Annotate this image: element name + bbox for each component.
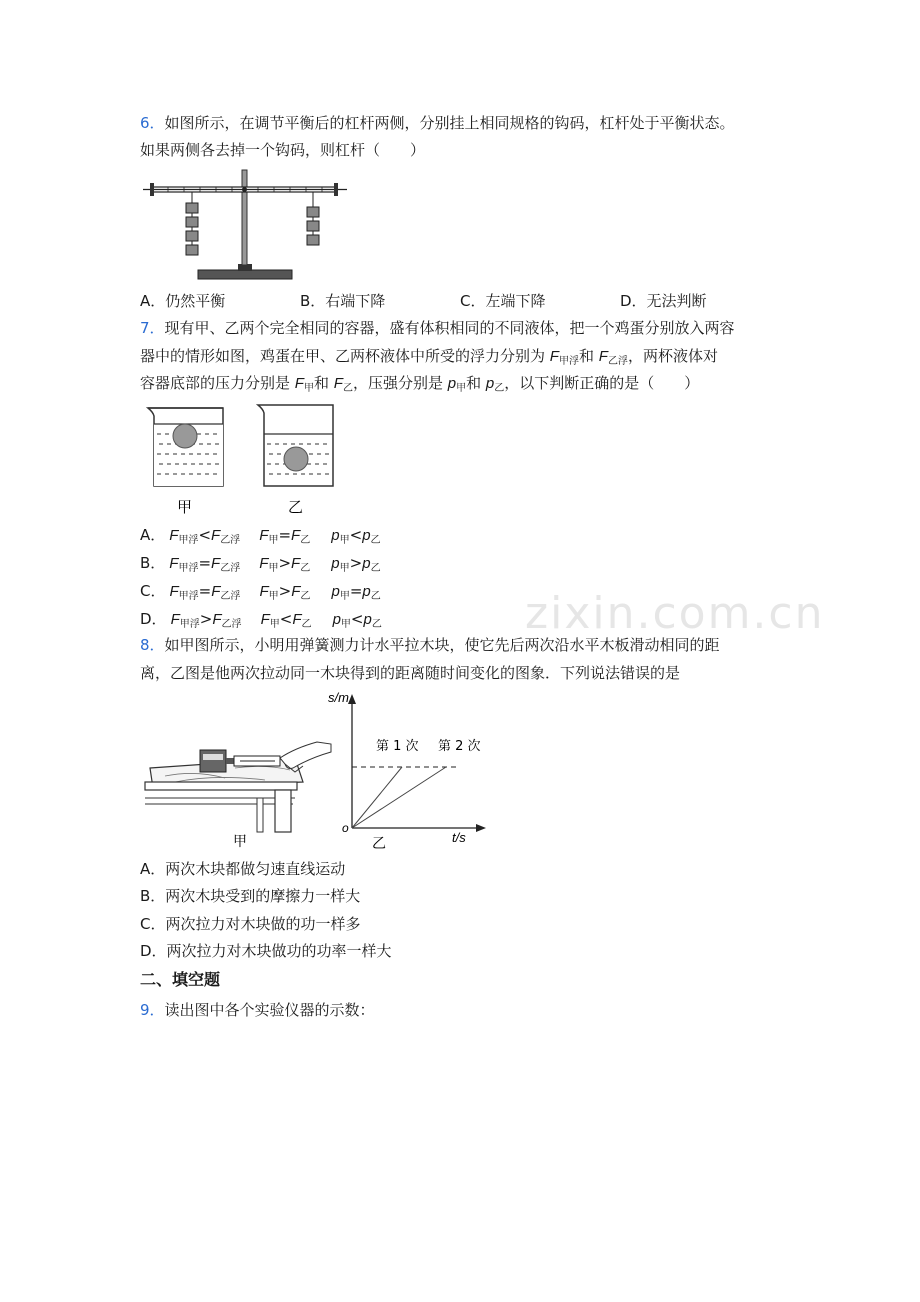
symbol-F: F bbox=[598, 348, 608, 365]
relation: > bbox=[278, 554, 292, 572]
graph-label-yi: 乙 bbox=[372, 836, 386, 852]
subscript: 乙浮 bbox=[220, 535, 241, 546]
subscript: 甲 bbox=[339, 563, 350, 574]
symbol-F: F bbox=[259, 583, 269, 600]
q7-text2c: ，两杯液体对 bbox=[627, 347, 718, 365]
q6-option-d[interactable]: D．无法判断 bbox=[620, 292, 707, 310]
symbol-F: F bbox=[291, 583, 301, 600]
symbol-p: p bbox=[362, 583, 371, 600]
subscript: 乙浮 bbox=[221, 619, 242, 630]
q7-line1 bbox=[140, 317, 735, 339]
graph-origin: o bbox=[342, 821, 349, 835]
subscript: 乙 bbox=[370, 591, 381, 602]
q8-option-c[interactable]: C．两次拉力对木块做的功一样多 bbox=[140, 915, 361, 933]
relation: = bbox=[278, 526, 292, 544]
q7-number: 7． bbox=[140, 319, 165, 337]
subscript: 甲 bbox=[340, 619, 351, 630]
subscript: 乙浮 bbox=[220, 563, 241, 574]
symbol-F: F bbox=[170, 611, 180, 628]
q9-line bbox=[140, 999, 375, 1021]
relation: = bbox=[198, 582, 212, 600]
symbol-F: F bbox=[211, 583, 221, 600]
q6-text1: 如图所示，在调节平衡后的杠杆两侧，分别挂上相同规格的钩码，杠杆处于平衡状态。 bbox=[164, 114, 735, 132]
symbol-F: F bbox=[169, 527, 179, 544]
lever-figure bbox=[140, 165, 350, 285]
q7-text2b: 和 bbox=[578, 347, 594, 365]
subscript: 乙 bbox=[494, 383, 505, 394]
subscript: 乙 bbox=[300, 563, 311, 574]
subscript: 甲 bbox=[268, 535, 279, 546]
subscript: 甲 bbox=[339, 535, 350, 546]
relation: < bbox=[198, 526, 212, 544]
subscript: 乙 bbox=[301, 619, 312, 630]
q8-text1: 如甲图所示，小明用弹簧测力计水平拉木块，使它先后两次沿水平木板滑动相同的距 bbox=[164, 636, 720, 654]
graph-y-label: s/m bbox=[328, 690, 349, 705]
q6-option-c[interactable]: C．左端下降 bbox=[460, 292, 546, 310]
beaker-label-yi: 乙 bbox=[288, 498, 304, 516]
q7-option-a[interactable] bbox=[140, 524, 381, 552]
q8-option-d[interactable]: D．两次拉力对木块做功的功率一样大 bbox=[140, 942, 392, 960]
symbol-F: F bbox=[291, 555, 301, 572]
symbol-p: p bbox=[362, 527, 371, 544]
watermark: zixin.com.cn bbox=[525, 588, 825, 639]
relation: < bbox=[279, 610, 293, 628]
symbol-F: F bbox=[169, 555, 179, 572]
symbol-F: F bbox=[260, 611, 270, 628]
st-graph bbox=[328, 690, 490, 852]
relation: > bbox=[278, 582, 292, 600]
q7-line2 bbox=[140, 345, 718, 373]
table-figure-label-jia: 甲 bbox=[233, 834, 247, 850]
symbol-p: p bbox=[447, 375, 457, 392]
q8-option-b[interactable]: B．两次木块受到的摩擦力一样大 bbox=[140, 887, 361, 905]
option-letter: D． bbox=[140, 610, 167, 628]
relation: = bbox=[349, 582, 363, 600]
subscript: 甲 bbox=[456, 383, 467, 394]
symbol-p: p bbox=[331, 555, 340, 572]
subscript: 甲 bbox=[339, 591, 350, 602]
symbol-F: F bbox=[212, 611, 222, 628]
table-figure bbox=[145, 740, 335, 850]
symbol-F: F bbox=[549, 348, 559, 365]
q6-option-b[interactable]: B．右端下降 bbox=[300, 292, 386, 310]
relation: > bbox=[349, 554, 363, 572]
subscript: 乙 bbox=[342, 383, 353, 394]
q6-option-a[interactable]: A．仍然平衡 bbox=[140, 292, 226, 310]
q9-number: 9． bbox=[140, 1001, 165, 1019]
subscript: 乙 bbox=[300, 591, 311, 602]
symbol-F: F bbox=[291, 527, 301, 544]
q9-text: 读出图中各个实验仪器的示数： bbox=[164, 1001, 375, 1019]
option-letter: A． bbox=[140, 526, 166, 544]
subscript: 甲浮 bbox=[178, 591, 199, 602]
q7-option-d[interactable] bbox=[140, 608, 382, 636]
symbol-p: p bbox=[332, 611, 341, 628]
subscript: 甲浮 bbox=[178, 535, 199, 546]
symbol-F: F bbox=[294, 375, 304, 392]
subscript: 乙 bbox=[300, 535, 311, 546]
q8-option-a[interactable]: A．两次木块都做匀速直线运动 bbox=[140, 860, 346, 878]
symbol-p: p bbox=[363, 611, 372, 628]
symbol-F: F bbox=[211, 555, 221, 572]
symbol-F: F bbox=[259, 527, 269, 544]
q7-text3d: 和 bbox=[466, 374, 482, 392]
subscript: 甲浮 bbox=[558, 356, 579, 367]
q7-text3c: ，压强分别是 bbox=[352, 374, 443, 392]
symbol-F: F bbox=[211, 527, 221, 544]
q7-text3b: 和 bbox=[313, 374, 329, 392]
symbol-F: F bbox=[292, 611, 302, 628]
relation: < bbox=[349, 526, 363, 544]
subscript: 乙浮 bbox=[220, 591, 241, 602]
q8-line2: 离，乙图是他两次拉动同一木块得到的距离随时间变化的图象．下列说法错误的是 bbox=[140, 664, 681, 682]
subscript: 甲 bbox=[269, 619, 280, 630]
beakers-figure bbox=[145, 402, 345, 517]
graph-label-second: 第 2 次 bbox=[438, 739, 481, 754]
q6-number: 6． bbox=[140, 114, 165, 132]
graph-label-first: 第 1 次 bbox=[376, 739, 419, 754]
symbol-F: F bbox=[169, 583, 179, 600]
q7-text3e: ，以下判断正确的是（ ） bbox=[504, 374, 700, 392]
option-letter: C． bbox=[140, 582, 166, 600]
beaker-label-jia: 甲 bbox=[177, 498, 193, 516]
q7-option-b[interactable] bbox=[140, 552, 381, 580]
subscript: 乙 bbox=[370, 563, 381, 574]
symbol-p: p bbox=[362, 555, 371, 572]
subscript: 乙 bbox=[370, 535, 381, 546]
subscript: 甲浮 bbox=[179, 619, 200, 630]
symbol-p: p bbox=[485, 375, 495, 392]
relation: > bbox=[199, 610, 213, 628]
option-letter: B． bbox=[140, 554, 166, 572]
subscript: 乙浮 bbox=[607, 356, 628, 367]
symbol-p: p bbox=[331, 583, 340, 600]
subscript: 甲 bbox=[268, 591, 279, 602]
q8-line1 bbox=[140, 634, 720, 656]
graph-x-label: t/s bbox=[452, 830, 466, 845]
q6-line1 bbox=[140, 112, 735, 134]
relation: < bbox=[350, 610, 364, 628]
q7-option-c[interactable] bbox=[140, 580, 381, 608]
q6-line2: 如果两侧各去掉一个钩码，则杠杆（ ） bbox=[140, 141, 426, 159]
subscript: 乙 bbox=[371, 619, 382, 630]
subscript: 甲 bbox=[303, 383, 314, 394]
section-heading: 二、填空题 bbox=[140, 970, 221, 989]
symbol-F: F bbox=[259, 555, 269, 572]
subscript: 甲 bbox=[268, 563, 279, 574]
q7-text2a: 器中的情形如图，鸡蛋在甲、乙两杯液体中所受的浮力分别为 bbox=[140, 347, 546, 365]
subscript: 甲浮 bbox=[178, 563, 199, 574]
q7-line3 bbox=[140, 372, 699, 400]
symbol-F: F bbox=[333, 375, 343, 392]
q7-text1: 现有甲、乙两个完全相同的容器，盛有体积相同的不同液体，把一个鸡蛋分别放入两容 bbox=[164, 319, 735, 337]
symbol-p: p bbox=[331, 527, 340, 544]
q8-number: 8． bbox=[140, 636, 165, 654]
relation: = bbox=[198, 554, 212, 572]
q7-text3a: 容器底部的压力分别是 bbox=[140, 374, 291, 392]
